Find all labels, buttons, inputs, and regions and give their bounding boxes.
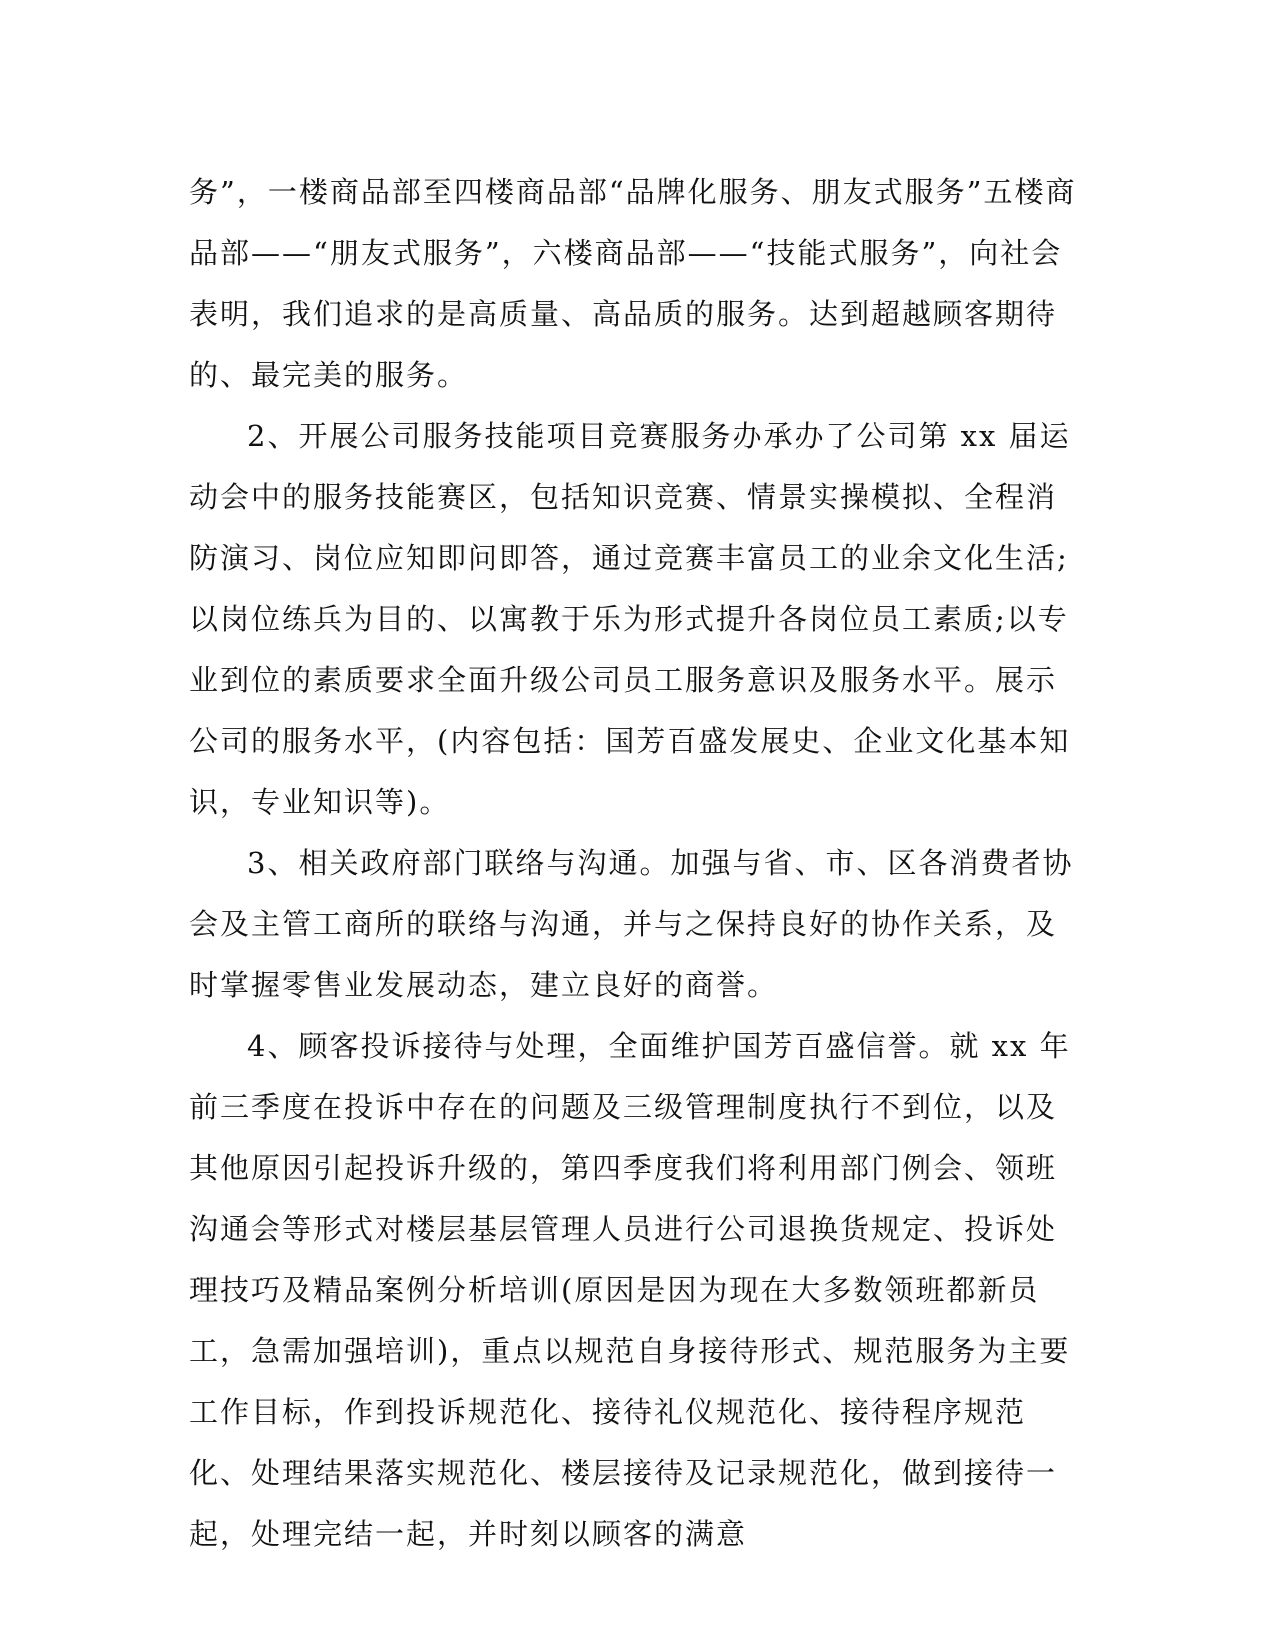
paragraph-item-3: 3、相关政府部门联络与沟通。加强与省、市、区各消费者协会及主管工商所的联络与沟通，并与之保持良好的协作关系，及时掌握零售业发展动态，建立良好的商誉。 bbox=[189, 846, 1074, 1002]
paragraph-continuation: 务”，一楼商品部至四楼商品部“品牌化服务、朋友式服务”五楼商品部——“朋友式服务”，六楼商品部——“技能式服务”，向社会表明，我们追求的是高质量、高品质的服务。达到超越顾客期待的、最完美的服务。 bbox=[189, 175, 1077, 392]
body-text bbox=[189, 162, 1079, 1565]
paragraph-item-4: 4、顾客投诉接待与处理，全面维护国芳百盛信誉。就 xx 年前三季度在投诉中存在的问题及三级管理制度执行不到位，以及其他原因引起投诉升级的，第四季度我们将利用部门例会、领班沟通会等形式对楼层基层管理人员进行公司退换货规定、投诉处理技巧及精品案例分析培训(原因是因为现在大多数领班都新员工，急需加强培训)，重点以规范自身接待形式、规范服务为主要工作目标，作到投诉规范化、接待礼仪规范化、接待程序规范化、处理结果落实规范化、楼层接待及记录规范化，做到接待一起，处理完结一起，并时刻以顾客的满意 bbox=[189, 1029, 1071, 1551]
paragraph-item-2: 2、开展公司服务技能项目竞赛服务办承办了公司第 xx 届运动会中的服务技能赛区，包括知识竞赛、情景实操模拟、全程消防演习、岗位应知即问即答，通过竞赛丰富员工的业余文化生活;以岗位练兵为目的、以寓教于乐为形式提升各岗位员工素质;以专业到位的素质要求全面升级公司员工服务意识及服务水平。展示公司的服务水平，(内容包括：国芳百盛发展史、企业文化基本知识，专业知识等)。 bbox=[189, 419, 1071, 819]
